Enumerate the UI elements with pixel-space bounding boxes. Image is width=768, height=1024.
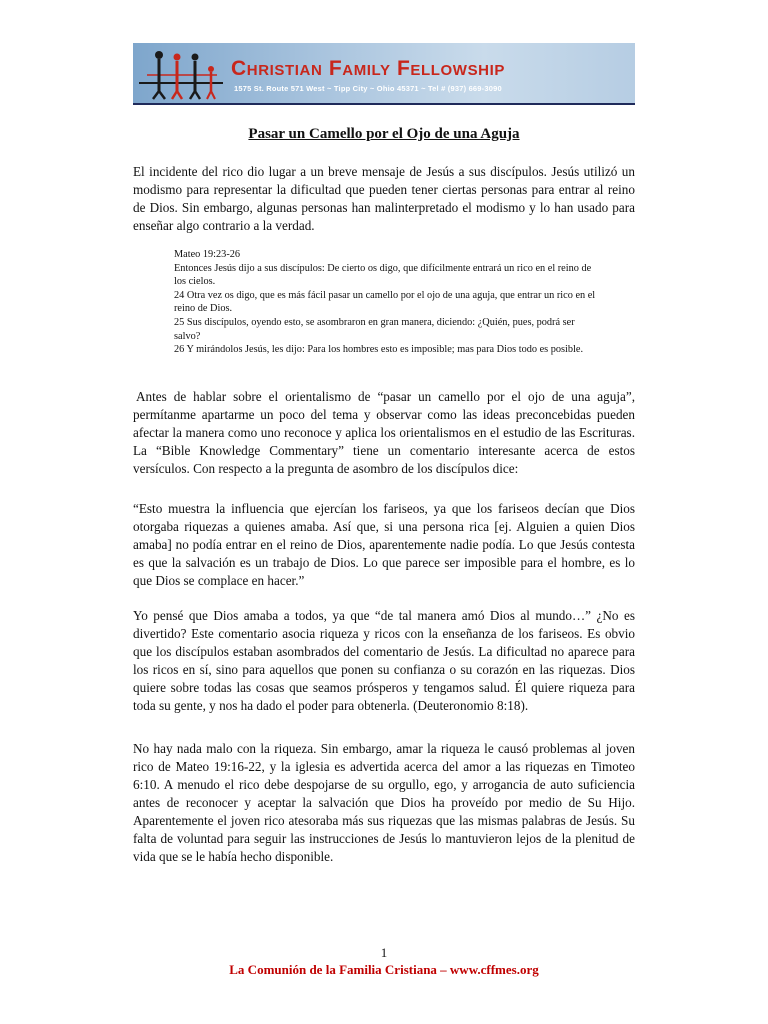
commentary-intro-paragraph: Antes de hablar sobre el orientalismo de “pasar un camello por el ojo de una aguja”, permítanme apartarme un poco del tema y observar como las ideas preconcebidas pueden afectar la manera como uno reconoce y aplica los orientalismos en el estudio de las Escrituras. La “Bible Knowledge Commentary” tiene un comentario interesante acerca de estos versículos. Con respecto a la pregunta de asombro de los discípulos dice:	[133, 389, 635, 476]
address-line: 1575 St. Route 571 West ~ Tipp City ~ Ohio 45371 ~ Tel # (937) 669-3090	[234, 84, 502, 93]
reflection-paragraph: Yo pensé que Dios amaba a todos, ya que “de tal manera amó Dios al mundo…” ¿No es divertido? Este comentario asocia riqueza y ricos con la enseñanza de los fariseos. Es obvio que los discípulos estaban asombrados del comentario de Jesús. La dificultad no aparece para los ricos en sí, sino para aquellos que ponen su confianza o su corazón en las riquezas. Dios quiere sobre todas las cosas que seamos prósperos y tengamos salud. Él quiere riqueza para toda su gente, y nos ha dado el poder para obtenerla. (Deuteronomio 8:18).	[133, 608, 635, 713]
footer-text: La Comunión de la Familia Cristiana – www.cffmes.org	[229, 962, 539, 977]
header-banner	[133, 43, 635, 105]
scripture-quote	[174, 248, 600, 357]
brand-name: Christian Family Fellowship	[231, 57, 505, 80]
verse-24: 24 Otra vez os digo, que es más fácil pasar un camello por el ojo de una aguja, que entrar un rico en el reino de Dios.	[174, 289, 596, 315]
commentary-quote-paragraph: “Esto muestra la influencia que ejercían los fariseos, ya que los fariseos decían que Dios otorgaba riquezas a quienes amaba. Así que, si una persona rica [ej. Alguien a quien Dios amaba] no podía entrar en el reino de Dios, aparentemente nadie podía. Lo que Jesús contesta es que la salvación es un trabajo de Dios. Lo que parece ser imposible para el hombre, es lo que Dios se complace en hacer.”	[133, 501, 635, 588]
page-number: 1	[380, 945, 388, 960]
verse-23: Entonces Jesús dijo a sus discípulos: De cierto os digo, que difícilmente entrará un rico en el reino de los cielos.	[174, 262, 592, 288]
scripture-reference: Mateo 19:23-26	[174, 249, 241, 260]
page-title: Pasar un Camello por el Ojo de una Aguja	[248, 126, 520, 142]
intro-paragraph: El incidente del rico dio lugar a un breve mensaje de Jesús a sus discípulos. Jesús utilizó un modismo para representar la dificultad que pueden tener ciertas personas para entrar al reino de Dios. Sin embargo, algunas personas han malinterpretado el modismo y lo han usado para enseñar algo contrario a la verdad.	[133, 164, 635, 233]
verse-26: 26 Y mirándolos Jesús, les dijo: Para los hombres esto es imposible; mas para Dios todo es posible.	[174, 344, 584, 356]
conclusion-paragraph: No hay nada malo con la riqueza. Sin embargo, amar la riqueza le causó problemas al joven rico de Mateo 19:16-22, y la iglesia es advertida acerca del amor a las riquezas en Timoteo 6:10. A menudo el rico debe despojarse de su orgullo, ego, y arrogancia de auto suficiencia antes de reconocer y aceptar la salvación que Dios ha proveído por medio de Su Hijo. Aparentemente el joven rico atesoraba más sus riquezas que las mismas palabras de Jesús. Su falta de voluntad para seguir las instrucciones de Jesús lo mantuvieron lejos de la plenitud de vida que se le había hecho disponible.	[133, 741, 635, 864]
verse-25: 25 Sus discípulos, oyendo esto, se asombraron en gran manera, diciendo: ¿Quién, pues, podrá ser salvo?	[174, 316, 575, 342]
family-logo-icon	[137, 47, 227, 101]
